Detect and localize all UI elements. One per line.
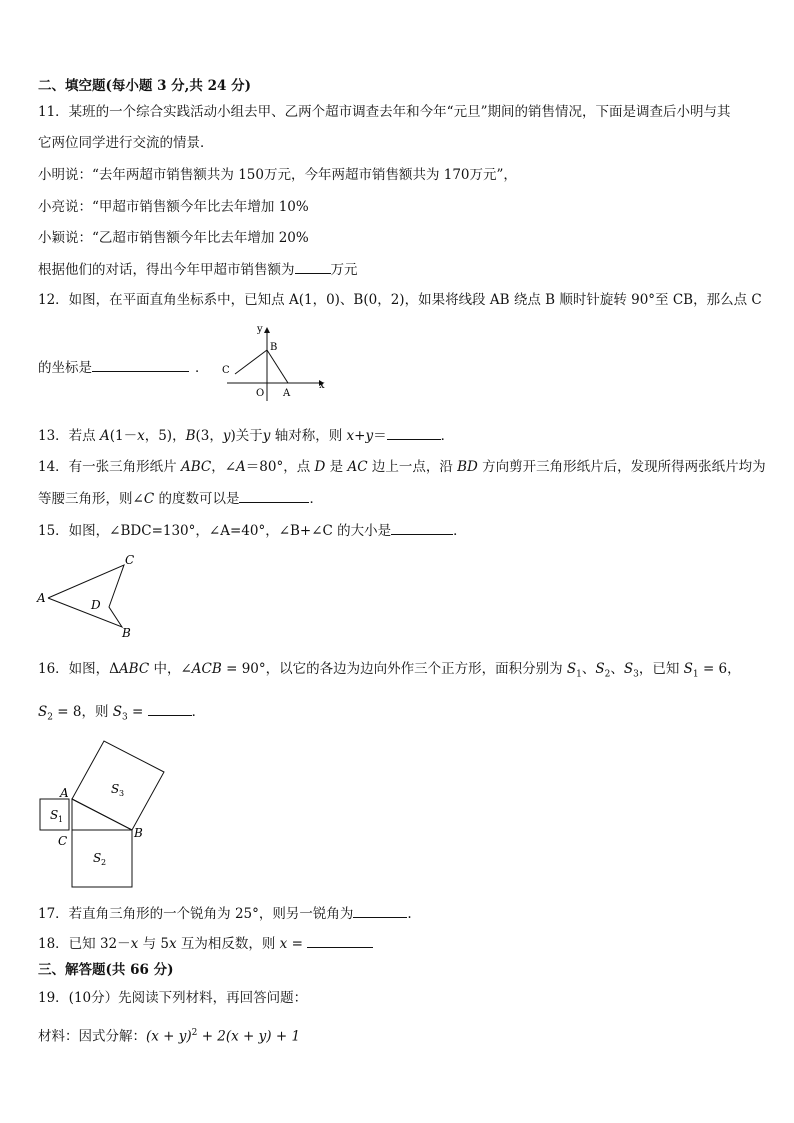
q19-line2	[38, 1024, 300, 1046]
q15-line	[38, 521, 467, 540]
q18-line	[38, 934, 373, 953]
q16-label-s2: S	[93, 851, 102, 865]
q13-var-y3: y	[365, 428, 374, 444]
q16-answer-blank[interactable]	[148, 702, 192, 716]
q16-text-4: ，已知	[638, 661, 684, 677]
q14-text-1: 14．有一张三角形纸片	[38, 459, 181, 475]
q16-s2b-s: S	[38, 704, 48, 720]
q19-exponent: 2	[191, 1028, 198, 1038]
q16-label-s2-sub: 2	[101, 858, 107, 867]
q13-period: ．	[440, 428, 455, 444]
q16-s3b-sub: 3	[122, 712, 128, 723]
q14-period: ．	[309, 491, 323, 507]
q14-text-3: ＝80°，点	[245, 459, 315, 475]
q16-s1b-s: S	[683, 661, 693, 677]
q17-line	[38, 904, 412, 923]
q18-text-1: 18．已知 32－	[38, 936, 131, 952]
q18-x1: x	[130, 936, 139, 952]
q16-acb: ACB	[191, 661, 222, 677]
q16-s3-s: S	[623, 661, 634, 677]
q13-text-1: 13．若点	[38, 428, 100, 444]
q16-text-2: 中，∠	[149, 661, 192, 677]
q15-quadrilateral	[48, 565, 124, 627]
q16-eq6: = 6，	[698, 661, 741, 677]
q11-unit: 万元	[330, 262, 358, 278]
triangle-abc	[72, 799, 132, 830]
q14-text-6: 方向剪开三角形纸片后，发现所得两张纸片均为	[477, 459, 766, 475]
q19-material-label: 材料：因式分解：	[38, 1028, 146, 1045]
q14-line1	[38, 458, 766, 476]
segment-cb	[235, 350, 267, 374]
q18-text-3: 互为相反数，则	[176, 936, 280, 952]
y-axis-arrow	[264, 327, 270, 333]
q13-line	[38, 426, 454, 445]
q14-text-2: ，∠	[211, 459, 237, 475]
q14-text-4: 是	[325, 459, 348, 475]
q13-text-6: 轴对称，则	[270, 428, 347, 444]
q16-period: ．	[191, 704, 206, 720]
q16-label-c: C	[58, 834, 68, 848]
segment-ba	[267, 350, 288, 383]
label-b: B	[270, 342, 278, 353]
q15-text: 15．如图，∠BDC=130°，∠A=40°，∠B+∠C 的大小是	[38, 523, 392, 539]
q13-text-4: (3，	[195, 428, 223, 444]
q12-line2	[38, 358, 209, 377]
q16-abc: ABC	[118, 661, 150, 677]
q16-line1	[38, 660, 741, 684]
q17-answer-blank[interactable]	[353, 904, 407, 918]
q16-label-b: B	[134, 826, 143, 840]
q16-sep2: 、	[610, 661, 624, 677]
q16-label-s1-sub: 1	[58, 815, 64, 824]
q14-ac: AC	[347, 459, 368, 475]
q19-expr-2: + 2(x + y) + 1	[197, 1028, 301, 1045]
q16-label-s3: S	[111, 782, 120, 796]
q14-line2	[38, 489, 323, 508]
q12-coordinate-figure	[215, 322, 333, 402]
q16-s3-sub: 3	[633, 669, 639, 680]
q17-period: .	[407, 906, 412, 922]
q11-line1: 11．某班的一个综合实践活动小组去甲、乙两个超市调查去年和今年“元旦”期间的销售情况，下面是调查后小明与其	[38, 104, 731, 120]
q16-s1-sub: 1	[576, 669, 582, 680]
q16-eq8: = 8，则	[52, 704, 113, 720]
q14-bd: BD	[457, 459, 478, 475]
q16-s3b-s: S	[112, 704, 123, 720]
q11-line5: 小颖说：“乙超市销售额今年比去年增加 20%	[38, 230, 309, 246]
q14-answer-blank[interactable]	[239, 489, 309, 503]
q11-line4: 小亮说：“甲超市销售额今年比去年增加 10%	[38, 199, 309, 215]
label-x: x	[319, 380, 325, 391]
q13-text-2: (1－	[109, 428, 138, 444]
q15-label-a: A	[37, 591, 46, 605]
q15-period: ．	[453, 523, 467, 539]
q14-a: A	[236, 459, 246, 475]
q15-label-b: B	[122, 626, 131, 640]
q13-var-x2: x	[346, 428, 355, 444]
q13-text-5: )关于	[230, 428, 263, 444]
q13-var-b: B	[185, 428, 196, 444]
q19-line1: 19．(10分）先阅读下列材料，再回答问题：	[38, 990, 308, 1006]
q16-s2-s: S	[595, 661, 605, 677]
q12-period: ．	[195, 360, 209, 376]
q18-text-2: 与 5	[138, 936, 169, 952]
q16-sep1: 、	[581, 661, 596, 677]
q18-answer-blank[interactable]	[307, 934, 373, 948]
q16-line2	[38, 702, 205, 727]
label-c: C	[222, 365, 230, 376]
q16-s1b-sub: 1	[692, 669, 699, 680]
q13-equals: ＝	[373, 428, 387, 444]
q14-text-7: 等腰三角形，则∠	[38, 491, 144, 507]
q15-label-d: D	[91, 598, 101, 612]
q12-line1: 12．如图，在平面直角坐标系中，已知点 A(1，0)、B(0，2)，如果将线段 AB 绕点 B 顺时针旋转 90°至 CB，那么点 C	[38, 292, 762, 308]
q16-s2b-sub: 2	[47, 712, 53, 723]
q19-expr-1: (x + y)	[146, 1028, 192, 1045]
q18-x2: x	[168, 936, 177, 952]
q15-figure	[34, 552, 144, 642]
q11-line6	[38, 260, 358, 279]
q16-text-3: = 90°，以它的各边为边向外作三个正方形，面积分别为	[221, 661, 567, 677]
q16-squares-figure	[30, 735, 180, 895]
label-a: A	[283, 388, 291, 399]
q14-abc: ABC	[180, 459, 212, 475]
q15-answer-blank[interactable]	[391, 521, 453, 535]
q13-var-a: A	[99, 428, 110, 444]
q16-text-1: 16．如图，Δ	[38, 661, 119, 677]
q11-line3: 小明说：“去年两超市销售额共为 150万元，今年两超市销售额共为 170万元”，	[38, 167, 517, 183]
q12-line2-text: 的坐标是	[38, 360, 92, 376]
q13-answer-blank[interactable]	[387, 426, 441, 440]
q11-line6-text: 根据他们的对话，得出今年甲超市销售额为	[38, 262, 295, 278]
q14-text-5: 边上一点，沿	[367, 459, 458, 475]
q13-var-y: y	[222, 428, 231, 444]
q15-label-c: C	[125, 553, 135, 567]
section-title-answer: 三、解答题(共 66 分)	[38, 962, 174, 978]
q13-var-y-axis: y	[262, 428, 271, 444]
label-o: O	[256, 388, 265, 399]
q14-c: C	[143, 491, 155, 507]
q16-s1-s: S	[566, 661, 577, 677]
label-y: y	[257, 324, 263, 335]
q16-eq3: =	[127, 704, 148, 720]
q16-label-a: A	[60, 786, 69, 800]
q14-text-8: 的度数可以是	[154, 491, 240, 507]
q13-var-x: x	[137, 428, 145, 444]
q12-answer-blank[interactable]	[92, 358, 189, 372]
q13-text-3: ，5)，	[144, 428, 186, 444]
q11-line2: 它两位同学进行交流的情景．	[38, 135, 214, 151]
q13-plus: +	[354, 428, 366, 444]
q11-answer-blank[interactable]	[295, 260, 331, 274]
q16-label-s1: S	[50, 808, 59, 822]
q18-equals: =	[287, 936, 303, 952]
q16-s2-sub: 2	[604, 669, 611, 680]
q14-d: D	[314, 459, 326, 475]
section-title-fill-in: 二、填空题(每小题 3 分,共 24 分)	[38, 78, 251, 94]
q18-x3: x	[279, 936, 288, 952]
q16-label-s3-sub: 3	[119, 789, 125, 798]
q17-text: 17．若直角三角形的一个锐角为 25°，则另一锐角为	[38, 906, 354, 922]
